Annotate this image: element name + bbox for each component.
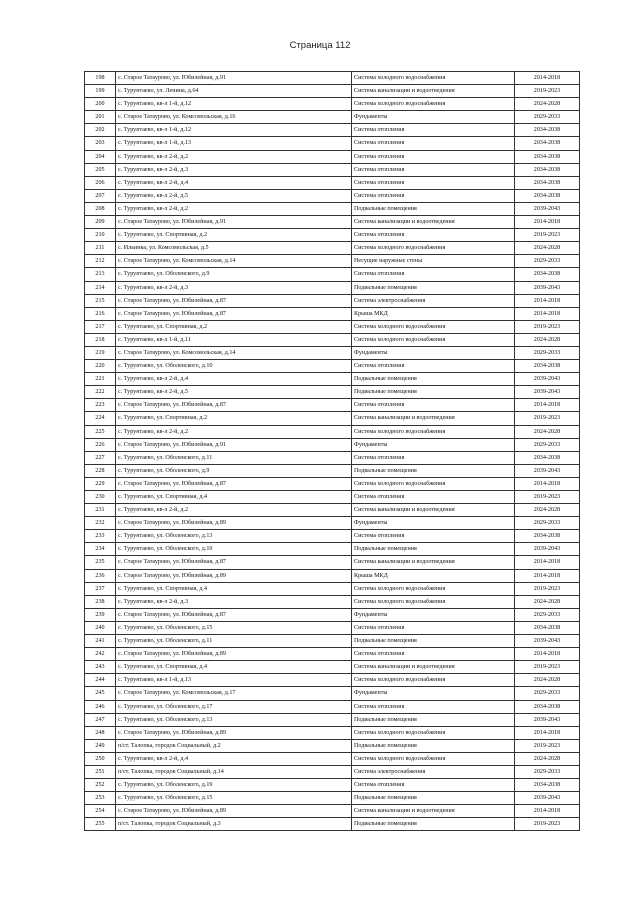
system-cell: Система отопления <box>352 530 515 543</box>
table-row <box>85 635 580 648</box>
period-cell: 2014-2018 <box>515 294 580 307</box>
address-cell: с. Старое Татаурово, ул. Комсомольская, д.14 <box>116 255 352 268</box>
system-cell: Подвальные помещения <box>352 635 515 648</box>
period-cell: 2024-2028 <box>515 333 580 346</box>
period-cell: 2029-2033 <box>515 438 580 451</box>
address-cell: с. Старое Татаурово, ул. Юбилейная, д.91 <box>116 216 352 229</box>
row-number-cell: 199 <box>85 85 116 98</box>
table-row <box>85 373 580 386</box>
table-row <box>85 530 580 543</box>
period-cell: 2019-2023 <box>515 85 580 98</box>
table-row <box>85 98 580 111</box>
table-row <box>85 85 580 98</box>
table-row <box>85 399 580 412</box>
table-row <box>85 569 580 582</box>
system-cell: Система отопления <box>352 779 515 792</box>
table-row <box>85 621 580 634</box>
period-cell: 2019-2023 <box>515 320 580 333</box>
table-row <box>85 779 580 792</box>
period-cell: 2039-2043 <box>515 713 580 726</box>
address-cell: с. Старое Татаурово, ул. Комсомольская, д.14 <box>116 346 352 359</box>
system-cell: Система канализации и водоотведения <box>352 85 515 98</box>
system-cell: Система канализации и водоотведения <box>352 412 515 425</box>
table-row <box>85 805 580 818</box>
period-cell: 2039-2043 <box>515 464 580 477</box>
period-cell: 2039-2043 <box>515 386 580 399</box>
row-number-cell: 227 <box>85 451 116 464</box>
row-number-cell: 212 <box>85 255 116 268</box>
period-cell: 2034-2038 <box>515 163 580 176</box>
address-cell: с. Турунтаево, кв-л 1-й, д.13 <box>116 137 352 150</box>
row-number-cell: 245 <box>85 687 116 700</box>
period-cell: 2029-2033 <box>515 255 580 268</box>
address-cell: с. Турунтаево, кв-л 1-й, д.12 <box>116 98 352 111</box>
system-cell: Система электроснабжения <box>352 765 515 778</box>
address-cell: с. Турунтаево, ул. Оболенского, д.10 <box>116 543 352 556</box>
row-number-cell: 213 <box>85 268 116 281</box>
row-number-cell: 236 <box>85 569 116 582</box>
period-cell: 2019-2023 <box>515 661 580 674</box>
table-row <box>85 818 580 831</box>
row-number-cell: 251 <box>85 765 116 778</box>
row-number-cell: 207 <box>85 189 116 202</box>
row-number-cell: 206 <box>85 176 116 189</box>
address-cell: с. Турунтаево, ул. Спортивная, д.4 <box>116 661 352 674</box>
address-cell: с. Старое Татаурово, ул. Комсомольская, д.16 <box>116 111 352 124</box>
period-cell: 2024-2028 <box>515 595 580 608</box>
table-row <box>85 739 580 752</box>
period-cell: 2039-2043 <box>515 373 580 386</box>
address-cell: с. Турунтаево, ул. Оболенского, д.15 <box>116 621 352 634</box>
period-cell: 2029-2033 <box>515 765 580 778</box>
system-cell: Фундаменты <box>352 687 515 700</box>
system-cell: Система отопления <box>352 621 515 634</box>
address-cell: с. Турунтаево, ул. Спортивная, д.4 <box>116 491 352 504</box>
table-row <box>85 674 580 687</box>
row-number-cell: 208 <box>85 202 116 215</box>
table-row <box>85 491 580 504</box>
address-cell: с. Турунтаево, кв-л 2-й, д.4 <box>116 176 352 189</box>
period-cell: 2024-2028 <box>515 242 580 255</box>
system-cell: Подвальные помещения <box>352 543 515 556</box>
table-row <box>85 242 580 255</box>
period-cell: 2034-2038 <box>515 700 580 713</box>
system-cell: Фундаменты <box>352 438 515 451</box>
address-cell: с. Турунтаево, ул. Оболенского, д.17 <box>116 700 352 713</box>
system-cell: Крыша МКД <box>352 307 515 320</box>
row-number-cell: 238 <box>85 595 116 608</box>
system-cell: Подвальные помещения <box>352 281 515 294</box>
period-cell: 2039-2043 <box>515 543 580 556</box>
address-cell: с. Старое Татаурово, ул. Юбилейная, д.87 <box>116 556 352 569</box>
table-row <box>85 294 580 307</box>
address-cell: с. Турунтаево, кв-л 2-й, д.4 <box>116 752 352 765</box>
row-number-cell: 255 <box>85 818 116 831</box>
system-cell: Подвальные помещения <box>352 739 515 752</box>
row-number-cell: 215 <box>85 294 116 307</box>
system-cell: Система отопления <box>352 491 515 504</box>
period-cell: 2034-2038 <box>515 530 580 543</box>
row-number-cell: 219 <box>85 346 116 359</box>
table-row <box>85 425 580 438</box>
table-row <box>85 268 580 281</box>
address-cell: с. Старое Татаурово, ул. Комсомольская, д.17 <box>116 687 352 700</box>
table-row <box>85 608 580 621</box>
row-number-cell: 221 <box>85 373 116 386</box>
row-number-cell: 248 <box>85 726 116 739</box>
period-cell: 2039-2043 <box>515 281 580 294</box>
address-cell: с. Турунтаево, кв-л 1-й, д.11 <box>116 333 352 346</box>
address-cell: с. Старое Татаурово, ул. Юбилейная, д.87 <box>116 294 352 307</box>
table-row <box>85 333 580 346</box>
system-cell: Система холодного водоснабжения <box>352 425 515 438</box>
period-cell: 2034-2038 <box>515 451 580 464</box>
table-row <box>85 111 580 124</box>
address-cell: с. Турунтаево, кв-л 2-й, д.3 <box>116 281 352 294</box>
system-cell: Система холодного водоснабжения <box>352 98 515 111</box>
system-cell: Фундаменты <box>352 111 515 124</box>
table-row <box>85 792 580 805</box>
row-number-cell: 204 <box>85 150 116 163</box>
row-number-cell: 205 <box>85 163 116 176</box>
period-cell: 2019-2023 <box>515 739 580 752</box>
row-number-cell: 214 <box>85 281 116 294</box>
period-cell: 2039-2043 <box>515 202 580 215</box>
address-cell: с. Турунтаево, кв-л 1-й, д.12 <box>116 124 352 137</box>
table-row <box>85 451 580 464</box>
system-cell: Система холодного водоснабжения <box>352 582 515 595</box>
period-cell: 2014-2018 <box>515 216 580 229</box>
table-row <box>85 464 580 477</box>
period-cell: 2014-2018 <box>515 648 580 661</box>
address-cell: п/ст. Талопка, городок Социальный, д.2 <box>116 739 352 752</box>
system-cell: Система отопления <box>352 124 515 137</box>
address-cell: п/ст. Талопка, городок Социальный, д.14 <box>116 765 352 778</box>
row-number-cell: 211 <box>85 242 116 255</box>
system-cell: Система отопления <box>352 163 515 176</box>
row-number-cell: 253 <box>85 792 116 805</box>
address-cell: с. Старое Татаурово, ул. Юбилейная, д.89 <box>116 569 352 582</box>
row-number-cell: 234 <box>85 543 116 556</box>
address-cell: с. Старое Татаурово, ул. Юбилейная, д.89 <box>116 648 352 661</box>
period-cell: 2034-2038 <box>515 137 580 150</box>
system-cell: Система холодного водоснабжения <box>352 320 515 333</box>
system-cell: Система отопления <box>352 268 515 281</box>
period-cell: 2024-2028 <box>515 425 580 438</box>
address-cell: с. Старое Татаурово, ул. Юбилейная, д.87 <box>116 477 352 490</box>
table-row <box>85 412 580 425</box>
table-row <box>85 150 580 163</box>
system-cell: Система холодного водоснабжения <box>352 674 515 687</box>
table-row <box>85 229 580 242</box>
system-cell: Система холодного водоснабжения <box>352 242 515 255</box>
row-number-cell: 202 <box>85 124 116 137</box>
row-number-cell: 242 <box>85 648 116 661</box>
table-row <box>85 556 580 569</box>
system-cell: Система отопления <box>352 648 515 661</box>
row-number-cell: 232 <box>85 517 116 530</box>
system-cell: Крыша МКД <box>352 569 515 582</box>
table-row <box>85 124 580 137</box>
address-cell: с. Турунтаево, ул. Оболенского, д.19 <box>116 779 352 792</box>
table-row <box>85 320 580 333</box>
address-cell: с. Турунтаево, ул. Оболенского, д.11 <box>116 635 352 648</box>
system-cell: Система отопления <box>352 360 515 373</box>
system-cell: Система канализации и водоотведения <box>352 661 515 674</box>
system-cell: Подвальные помещения <box>352 464 515 477</box>
row-number-cell: 218 <box>85 333 116 346</box>
row-number-cell: 229 <box>85 477 116 490</box>
address-cell: с. Турунтаево, ул. Спортивная, д.2 <box>116 229 352 242</box>
system-cell: Система канализации и водоотведения <box>352 216 515 229</box>
period-cell: 2019-2023 <box>515 412 580 425</box>
row-number-cell: 216 <box>85 307 116 320</box>
table-row <box>85 137 580 150</box>
row-number-cell: 233 <box>85 530 116 543</box>
period-cell: 2014-2018 <box>515 726 580 739</box>
table-row <box>85 595 580 608</box>
row-number-cell: 228 <box>85 464 116 477</box>
table-row <box>85 72 580 85</box>
period-cell: 2034-2038 <box>515 268 580 281</box>
system-cell: Система отопления <box>352 451 515 464</box>
period-cell: 2014-2018 <box>515 556 580 569</box>
table-row <box>85 687 580 700</box>
table-row <box>85 765 580 778</box>
address-cell: с. Турунтаево, ул. Ленина, д.64 <box>116 85 352 98</box>
row-number-cell: 243 <box>85 661 116 674</box>
address-cell: с. Турунтаево, кв-л 2-й, д.5 <box>116 189 352 202</box>
system-cell: Фундаменты <box>352 346 515 359</box>
system-cell: Система канализации и водоотведения <box>352 556 515 569</box>
table-body <box>85 72 580 831</box>
system-cell: Подвальные помещения <box>352 202 515 215</box>
system-cell: Система холодного водоснабжения <box>352 726 515 739</box>
address-cell: с. Турунтаево, ул. Спортивная, д.2 <box>116 320 352 333</box>
system-cell: Система холодного водоснабжения <box>352 72 515 85</box>
row-number-cell: 224 <box>85 412 116 425</box>
address-cell: с. Старое Татаурово, ул. Юбилейная, д.91 <box>116 438 352 451</box>
period-cell: 2029-2033 <box>515 111 580 124</box>
period-cell: 2029-2033 <box>515 608 580 621</box>
row-number-cell: 217 <box>85 320 116 333</box>
row-number-cell: 209 <box>85 216 116 229</box>
period-cell: 2034-2038 <box>515 779 580 792</box>
period-cell: 2014-2018 <box>515 477 580 490</box>
address-cell: с. Турунтаево, кв-л 2-й, д.4 <box>116 373 352 386</box>
address-cell: с. Турунтаево, ул. Оболенского, д.9 <box>116 464 352 477</box>
row-number-cell: 223 <box>85 399 116 412</box>
table-row <box>85 216 580 229</box>
address-cell: с. Турунтаево, кв-л 2-й, д.2 <box>116 202 352 215</box>
period-cell: 2034-2038 <box>515 360 580 373</box>
period-cell: 2024-2028 <box>515 674 580 687</box>
system-cell: Система канализации и водоотведения <box>352 504 515 517</box>
system-cell: Подвальные помещения <box>352 373 515 386</box>
period-cell: 2034-2038 <box>515 176 580 189</box>
system-cell: Система электроснабжения <box>352 294 515 307</box>
table-row <box>85 346 580 359</box>
row-number-cell: 222 <box>85 386 116 399</box>
system-cell: Система отопления <box>352 189 515 202</box>
row-number-cell: 220 <box>85 360 116 373</box>
system-cell: Система отопления <box>352 176 515 189</box>
row-number-cell: 231 <box>85 504 116 517</box>
address-cell: с. Турунтаево, кв-л 2-й, д.5 <box>116 386 352 399</box>
row-number-cell: 252 <box>85 779 116 792</box>
address-cell: с. Старое Татаурово, ул. Юбилейная, д.87 <box>116 307 352 320</box>
table-row <box>85 176 580 189</box>
system-cell: Система отопления <box>352 399 515 412</box>
table-row <box>85 281 580 294</box>
row-number-cell: 246 <box>85 700 116 713</box>
period-cell: 2024-2028 <box>515 504 580 517</box>
address-cell: с. Старое Татаурово, ул. Юбилейная, д.89 <box>116 805 352 818</box>
table-row <box>85 163 580 176</box>
address-cell: с. Турунтаево, ул. Оболенского, д.13 <box>116 713 352 726</box>
row-number-cell: 239 <box>85 608 116 621</box>
table-row <box>85 648 580 661</box>
address-cell: с. Турунтаево, ул. Оболенского, д.10 <box>116 360 352 373</box>
period-cell: 2039-2043 <box>515 635 580 648</box>
period-cell: 2039-2043 <box>515 792 580 805</box>
system-cell: Система холодного водоснабжения <box>352 752 515 765</box>
period-cell: 2034-2038 <box>515 621 580 634</box>
row-number-cell: 241 <box>85 635 116 648</box>
address-cell: с. Турунтаево, ул. Оболенского, д.9 <box>116 268 352 281</box>
system-cell: Фундаменты <box>352 608 515 621</box>
period-cell: 2029-2033 <box>515 687 580 700</box>
system-cell: Система холодного водоснабжения <box>352 595 515 608</box>
address-cell: с. Турунтаево, ул. Оболенского, д.15 <box>116 792 352 805</box>
table-row <box>85 307 580 320</box>
repair-schedule-table <box>84 71 580 831</box>
table-row <box>85 752 580 765</box>
table-row <box>85 386 580 399</box>
table-row <box>85 700 580 713</box>
row-number-cell: 250 <box>85 752 116 765</box>
period-cell: 2029-2033 <box>515 346 580 359</box>
period-cell: 2014-2018 <box>515 307 580 320</box>
address-cell: с. Турунтаево, кв-л 2-й, д.2 <box>116 150 352 163</box>
row-number-cell: 225 <box>85 425 116 438</box>
period-cell: 2019-2023 <box>515 229 580 242</box>
table-row <box>85 360 580 373</box>
period-cell: 2034-2038 <box>515 124 580 137</box>
address-cell: с. Турунтаево, кв-л 2-й, д.2 <box>116 504 352 517</box>
row-number-cell: 226 <box>85 438 116 451</box>
address-cell: с. Турунтаево, кв-л 2-й, д.3 <box>116 163 352 176</box>
address-cell: с. Старое Татаурово, ул. Юбилейная, д.87 <box>116 399 352 412</box>
row-number-cell: 201 <box>85 111 116 124</box>
address-cell: с. Ильинка, ул. Комсомольская, д.5 <box>116 242 352 255</box>
system-cell: Подвальные помещения <box>352 818 515 831</box>
system-cell: Подвальные помещения <box>352 792 515 805</box>
table-row <box>85 504 580 517</box>
period-cell: 2019-2023 <box>515 818 580 831</box>
system-cell: Система отопления <box>352 229 515 242</box>
table-row <box>85 189 580 202</box>
system-cell: Система канализации и водоотведения <box>352 805 515 818</box>
period-cell: 2014-2018 <box>515 72 580 85</box>
system-cell: Система отопления <box>352 150 515 163</box>
page-number-header: Страница 112 <box>289 40 351 51</box>
row-number-cell: 237 <box>85 582 116 595</box>
row-number-cell: 210 <box>85 229 116 242</box>
table-row <box>85 477 580 490</box>
period-cell: 2024-2028 <box>515 752 580 765</box>
row-number-cell: 200 <box>85 98 116 111</box>
row-number-cell: 247 <box>85 713 116 726</box>
system-cell: Система холодного водоснабжения <box>352 477 515 490</box>
table-row <box>85 543 580 556</box>
row-number-cell: 249 <box>85 739 116 752</box>
table-row <box>85 255 580 268</box>
system-cell: Несущие наружные стены <box>352 255 515 268</box>
address-cell: с. Турунтаево, ул. Спортивная, д.4 <box>116 582 352 595</box>
table-row <box>85 713 580 726</box>
address-cell: с. Старое Татаурово, ул. Юбилейная, д.91 <box>116 72 352 85</box>
system-cell: Система холодного водоснабжения <box>352 333 515 346</box>
period-cell: 2034-2038 <box>515 150 580 163</box>
period-cell: 2019-2023 <box>515 582 580 595</box>
system-cell: Фундаменты <box>352 517 515 530</box>
period-cell: 2034-2038 <box>515 189 580 202</box>
address-cell: с. Турунтаево, кв-л 2-й, д.2 <box>116 425 352 438</box>
system-cell: Подвальные помещения <box>352 386 515 399</box>
address-cell: с. Турунтаево, ул. Оболенского, д.11 <box>116 451 352 464</box>
row-number-cell: 244 <box>85 674 116 687</box>
address-cell: с. Старое Татаурово, ул. Юбилейная, д.89 <box>116 517 352 530</box>
period-cell: 2014-2018 <box>515 569 580 582</box>
system-cell: Система отопления <box>352 137 515 150</box>
table-row <box>85 726 580 739</box>
row-number-cell: 254 <box>85 805 116 818</box>
row-number-cell: 235 <box>85 556 116 569</box>
system-cell: Подвальные помещения <box>352 713 515 726</box>
address-cell: с. Турунтаево, ул. Оболенского, д.13 <box>116 530 352 543</box>
table-row <box>85 582 580 595</box>
row-number-cell: 198 <box>85 72 116 85</box>
row-number-cell: 230 <box>85 491 116 504</box>
system-cell: Система отопления <box>352 700 515 713</box>
address-cell: п/ст. Талопка, городок Социальный, д.3 <box>116 818 352 831</box>
address-cell: с. Турунтаево, кв-л 2-й, д.3 <box>116 595 352 608</box>
address-cell: с. Турунтаево, кв-л 1-й, д.13 <box>116 674 352 687</box>
period-cell: 2024-2028 <box>515 98 580 111</box>
address-cell: с. Турунтаево, ул. Спортивная, д.2 <box>116 412 352 425</box>
period-cell: 2014-2018 <box>515 399 580 412</box>
address-cell: с. Старое Татаурово, ул. Юбилейная, д.87 <box>116 608 352 621</box>
table-row <box>85 661 580 674</box>
period-cell: 2014-2018 <box>515 805 580 818</box>
table-row <box>85 517 580 530</box>
period-cell: 2029-2033 <box>515 517 580 530</box>
table-row <box>85 438 580 451</box>
period-cell: 2019-2023 <box>515 491 580 504</box>
row-number-cell: 240 <box>85 621 116 634</box>
row-number-cell: 203 <box>85 137 116 150</box>
address-cell: с. Старое Татаурово, ул. Юбилейная, д.89 <box>116 726 352 739</box>
table-row <box>85 202 580 215</box>
